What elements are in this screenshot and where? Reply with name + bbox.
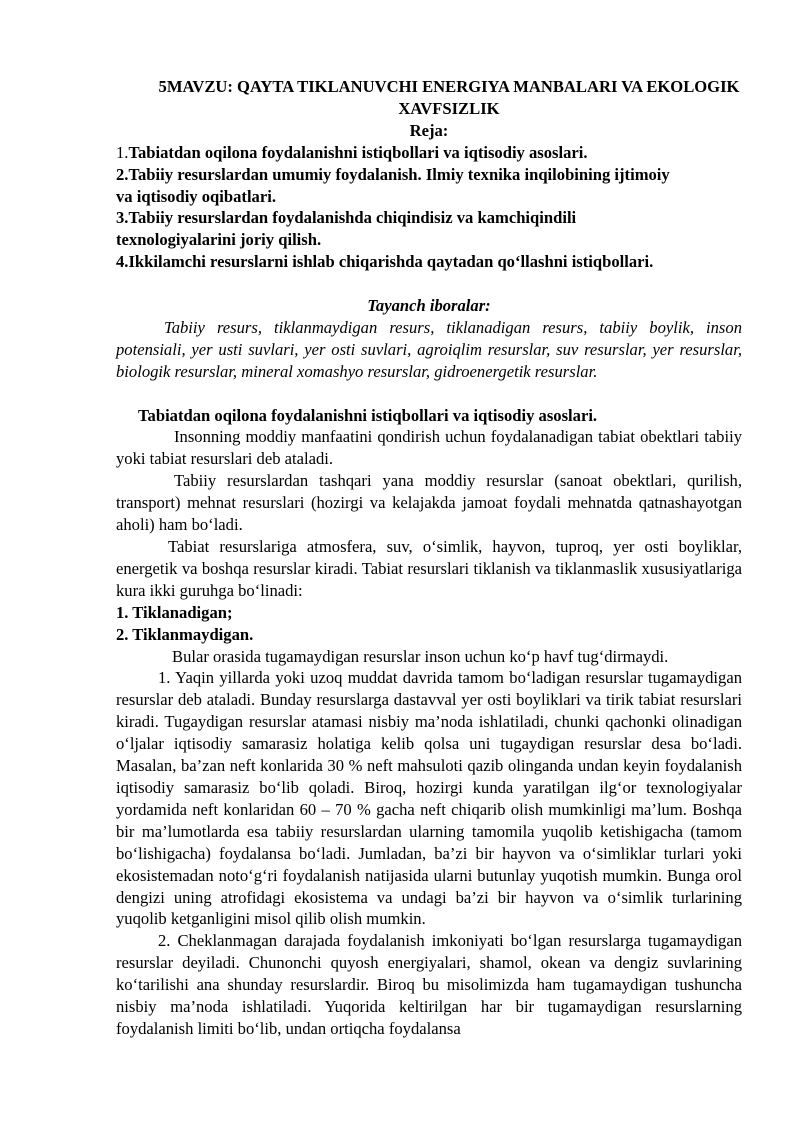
list-item: 2. Tiklanmaydigan. [116,624,254,644]
plan-item [116,164,742,208]
plan-item [116,207,742,251]
spacer [116,383,742,405]
keywords-text: Tabiiy resurs, tiklanmaydigan resurs, tiklanadigan resurs, tabiiy boylik, inson potensiali, yer usti suvlari, yer osti suvlari, agroiqlim resurslar, suv resurslar, yer resurslar, biologik resurslar, mineral xomashyo resurslar, gidroenergetik resurslar. [116,317,742,381]
plan-list [116,142,742,273]
plan-item [116,142,742,164]
keywords-heading: Tayanch iboralar: [367,296,491,316]
spacer [116,273,742,295]
paragraph: Bular orasida tugamaydigan resurslar inson uchun ko‘p havf tug‘dirmaydi. [172,646,669,666]
paragraph: Tabiat resurslariga atmosfera, suv, o‘simlik, hayvon, tuproq, yer osti boyliklar, energetik va boshqa resurslar kiradi. Tabiat resurslari tiklanish va tiklanmaslik xususiyatlariga kura ikki guruhga bo‘linadi: [116,537,742,600]
document-page [116,76,742,1040]
plan-item-text: Tabiatdan oqilona foydalanishni istiqbollari va iqtisodiy asoslari. [128,142,588,162]
paragraph: 1. Yaqin yillarda yoki uzoq muddat davrida tamom bo‘ladigan resurslar tugamaydigan resurslar deb ataladi. Bunday resurslarga dastavval yer osti boyliklari va tirik tabiat resurslari kiradi. Tugaydigan resurslar atamasi nisbiy ma’noda ishlatiladi, chunki qachonki olinadigan o‘ljalar iqtisodiy samarasiz holatiga kelib qolsa uni tugaydigan resurslar desa bo‘ladi. Masalan, ba’zan neft konlarida 30 % neft mahsuloti qazib olinganda undan keyin foydalanish iqtisodiy samarasiz bo‘lib qoladi. Biroq, hozirgi kunda yaratilgan ilg‘or texnologiyalar yordamida neft konlaridan 60 – 70 % gacha neft chiqarib olish mumkinligi ma’lum. Boshqa bir ma’lumotlarda esa tabiiy resurslardan ularning tamomila yuqolib ketishigacha (tamom bo‘lishigacha) foydalansa bo‘ladi. Jumladan, ba’zi bir hayvon va o‘simliklar turlari yoki ekosistemadan noto‘g‘ri foydalanish natijasida ularni butunlay yuqotish mumkin. Bunga orol dengizi uning atrofidagi ekosistema va undagi ba’zi bir hayvon va o‘simlik turlarining yuqolib ketganligini misol qilib olish mumkin. [116,668,742,929]
list-item: 1. Tiklanadigan; [116,602,233,622]
document-title: 5MAVZU: QAYTA TIKLANUVCHI ENERGIYA MANBALARI VA EKOLOGIK XAVFSIZLIK [158,77,740,118]
plan-item-number: 1. [116,142,129,162]
plan-item [116,251,742,273]
section-heading: Tabiatdan oqilona foydalanishni istiqbollari va iqtisodiy asoslari. [138,405,598,425]
plan-item-text: Ikkilamchi resurslarni ishlab chiqarishda qaytadan qo‘llashni istiqbollari. [128,252,654,272]
paragraph: 2. Cheklanmagan darajada foydalanish imkoniyati bo‘lgan resurslarga tugamaydigan resurslar deyiladi. Chunonchi quyosh energiyalari, shamol, okean va dengiz suvlarining ko‘tarilishi ana shunday resurslardir. Biroq bu misolimizda ham tugamaydigan tushuncha nisbiy ma’noda ishlatiladi. Yuqorida keltirilgan har bir tugamaydigan resurslarning foydalanish limiti bo‘lib, undan ortiqcha foydalansa [116,931,742,1038]
plan-item-text: Tabiiy resurslardan foydalanishda chiqindisiz va kamchiqindili texnologiyalarini joriy qilish. [116,208,577,250]
plan-item-number: 3. [116,208,129,228]
plan-heading: Reja: [409,120,449,140]
paragraph: Insonning moddiy manfaatini qondirish uchun foydalanadigan tabiat obektlari tabiiy yoki tabiat resurslari deb ataladi. [116,427,742,469]
plan-item-text: Tabiiy resurslardan umumiy foydalanish. Ilmiy texnika inqilobining ijtimoiy va iqtisodiy oqibatlari. [116,164,670,206]
paragraph: Tabiiy resurslardan tashqari yana moddiy resurslar (sanoat obektlari, qurilish, transport) mehnat resurslari (hozirgi va kelajakda jamoat foydali mehnatda qatnashayotgan aholi) ham bo‘ladi. [116,471,742,535]
plan-item-number: 4. [116,252,129,272]
plan-item-number: 2. [116,164,129,184]
